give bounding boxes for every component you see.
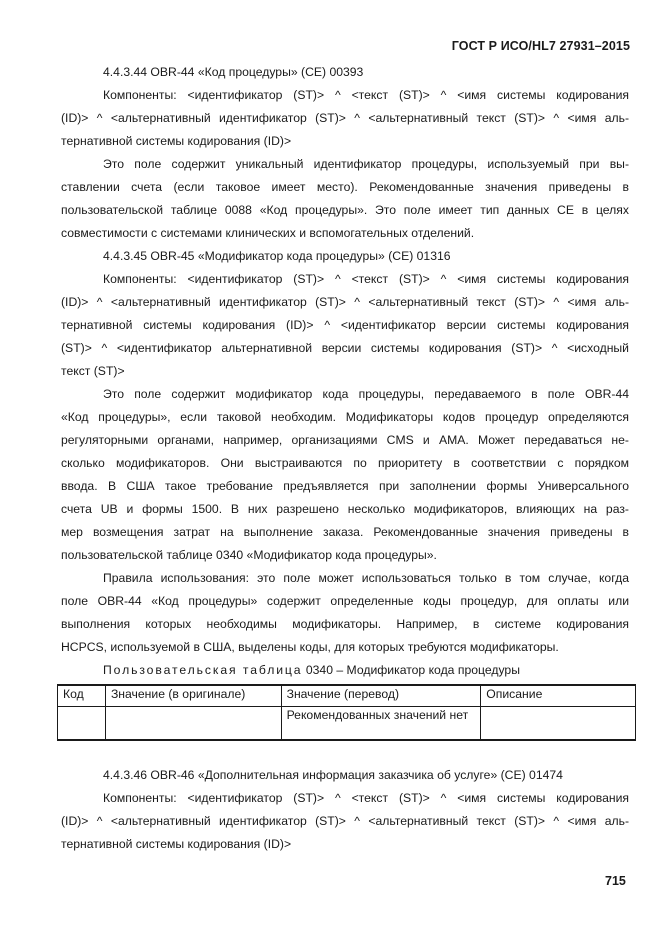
text-line: регуляторными органами, например, организациями CMS и AMA. Может передаваться не- (61, 433, 629, 447)
text-line: пользовательской таблице 0088 «Код процедуры». Это поле имеет тип данных CE в целях (61, 203, 629, 217)
column-header-description: Описание (481, 685, 636, 707)
column-header-original: Значение (в оригинале) (105, 685, 281, 707)
text-line: Это поле содержит уникальный идентификатор процедуры, используемый при вы- (103, 157, 629, 171)
text-line: тернативной системы кодирования (ID)> ^ <идентификатор версии системы кодирования (61, 318, 629, 332)
text-line: (ST)> ^ <идентификатор альтернативной версии системы кодирования (ST)> ^ <исходный (61, 341, 629, 355)
text-line: сколько модификаторов. Они выстраиваются по приоритету в соответствии с порядком (61, 456, 629, 470)
text-line: выполнения которых необходимы модификаторы. Например, в системе кодирования (61, 617, 629, 631)
text-line: текст (ST)> (61, 364, 125, 378)
text-line: Это поле содержит модификатор кода процедуры, передаваемого в поле OBR-44 (103, 387, 629, 401)
section-heading-obr44: 4.4.3.44 OBR-44 «Код процедуры» (CE) 00393 (103, 65, 364, 79)
section-heading-obr45: 4.4.3.45 OBR-45 «Модификатор кода процедуры» (CE) 01316 (103, 249, 451, 263)
text-line: Правила использования: это поле может использоваться только в том случае, когда (103, 571, 629, 585)
table-caption (103, 663, 629, 678)
text-line: «Код процедуры», если таковой необходим. Модификаторы кодов процедур определяются (61, 410, 629, 424)
text-line: HCPCS, используемой в США, выделены коды, для которых требуются модификаторы. (61, 640, 559, 654)
cell-translation: Рекомендованных значений нет (281, 707, 481, 741)
text-line: пользовательской таблице 0340 «Модификатор кода процедуры». (61, 548, 437, 562)
text-line: тернативной системы кодирования (ID)> (61, 134, 292, 148)
text-line: ввода. В США такое требование предъявляется при заполнении формы Универсального (61, 479, 629, 493)
section-heading-obr46: 4.4.3.46 OBR-46 «Дополнительная информация заказчика об услуге» (CE) 01474 (103, 768, 563, 782)
user-table-0340 (57, 684, 636, 741)
text-line: мер возмещения затрат на выполнение заказа. Рекомендованные значения приведены в (61, 525, 629, 539)
cell-code (58, 707, 106, 741)
text-line: (ID)> ^ <альтернативный идентификатор (ST)> ^ <альтернативный текст (ST)> ^ <имя аль- (61, 111, 629, 125)
text-line: совместимости с системами клинических и вспомогательных отделений. (61, 226, 475, 240)
table-row (58, 707, 636, 741)
column-header-code: Код (58, 685, 106, 707)
text-line: счета UB и формы 1500. В них разрешено несколько модификаторов, влияющих на раз- (61, 502, 629, 516)
text-line: Компоненты: <идентификатор (ST)> ^ <текст (ST)> ^ <имя системы кодирования (103, 88, 629, 102)
cell-description (481, 707, 636, 741)
text-line: Компоненты: <идентификатор (ST)> ^ <текст (ST)> ^ <имя системы кодирования (103, 272, 629, 286)
text-line: (ID)> ^ <альтернативный идентификатор (ST)> ^ <альтернативный текст (ST)> ^ <имя аль- (61, 814, 629, 828)
text-line: (ID)> ^ <альтернативный идентификатор (ST)> ^ <альтернативный текст (ST)> ^ <имя аль- (61, 295, 629, 309)
table-caption-prefix: Пользовательская таблица (103, 663, 303, 677)
text-line: тернативной системы кодирования (ID)> (61, 837, 292, 851)
column-header-translation: Значение (перевод) (281, 685, 481, 707)
page-number: 715 (605, 874, 626, 888)
text-line: Компоненты: <идентификатор (ST)> ^ <текст (ST)> ^ <имя системы кодирования (103, 791, 629, 805)
table-caption-rest: 0340 – Модификатор кода процедуры (305, 663, 520, 677)
document-header: ГОСТ Р ИСО/HL7 27931–2015 (451, 39, 630, 53)
text-line: поле OBR-44 «Код процедуры» содержит определенные коды процедур, для оплаты или (61, 594, 629, 608)
text-line: ставлении счета (если таковое имеет место). Рекомендованные значения приведены в (61, 180, 629, 194)
table-header-row (58, 685, 636, 707)
cell-original (105, 707, 281, 741)
